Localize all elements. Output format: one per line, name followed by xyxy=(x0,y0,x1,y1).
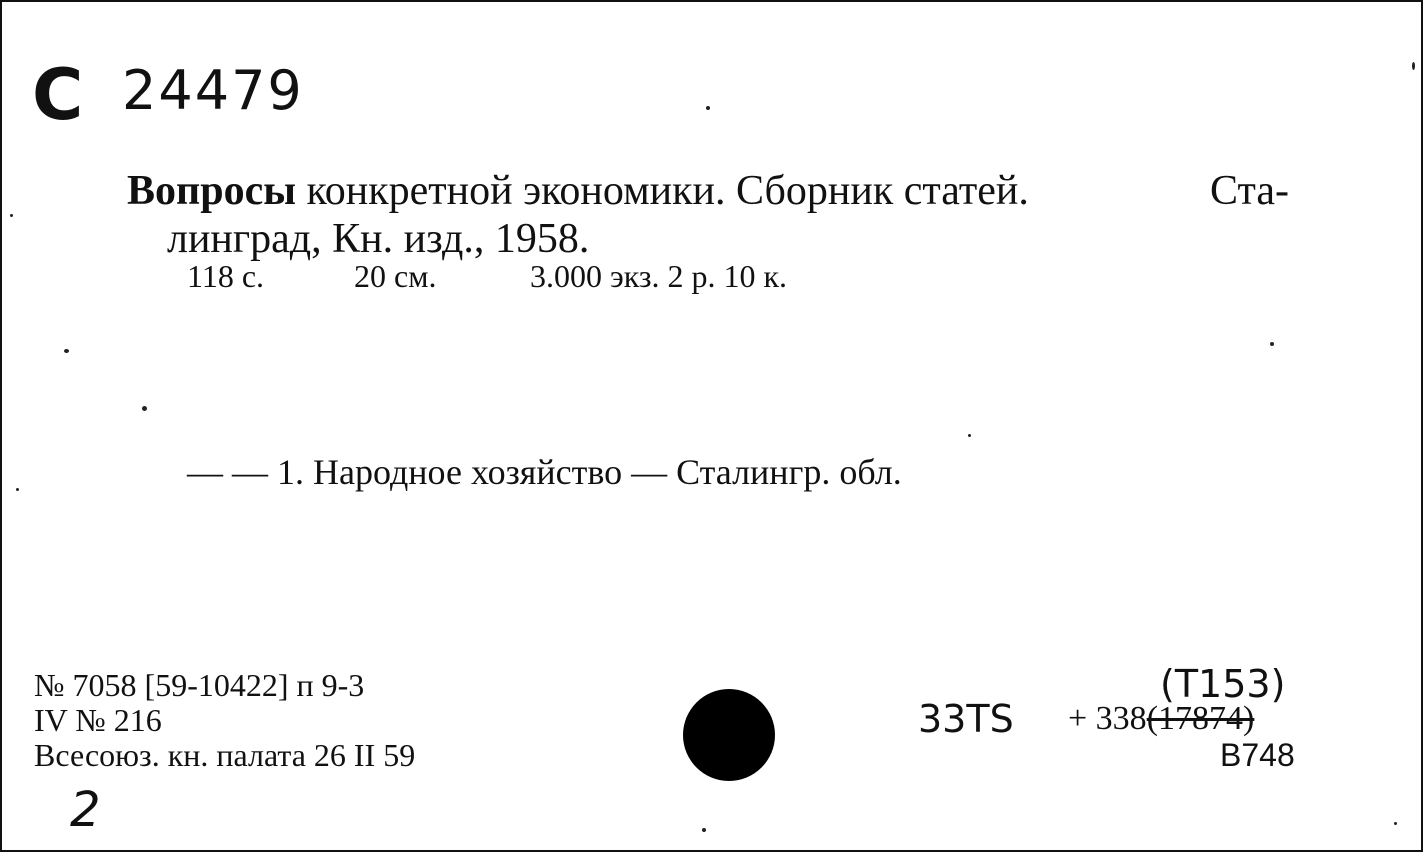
speck xyxy=(706,106,710,110)
speck xyxy=(142,406,147,411)
registry-line-1: № 7058 [59-10422] п 9-3 xyxy=(34,667,365,703)
title-line xyxy=(127,170,1029,212)
title-bold: Вопросы xyxy=(127,168,297,214)
imprint: линград, Кн. изд., 1958. xyxy=(167,216,590,262)
speck xyxy=(968,434,971,437)
addition-number: + 338 xyxy=(1068,700,1147,737)
title-rest: конкретной экономики. Сборник статей. xyxy=(296,168,1029,214)
pages: 118 с. xyxy=(187,258,265,294)
speck xyxy=(1270,342,1274,346)
handwritten-code: 33TS xyxy=(918,697,1014,741)
registry-line-3: Всесоюз. кн. палата 26 II 59 xyxy=(34,737,416,773)
speck xyxy=(702,828,706,832)
subject-heading: — — 1. Народное хозяйство — Сталингр. обл. xyxy=(187,452,902,492)
speck xyxy=(1394,822,1397,825)
shelf-code: B748 xyxy=(1220,737,1295,773)
speck xyxy=(10,214,13,217)
place-start: Ста- xyxy=(1210,168,1289,214)
call-number-letter: C xyxy=(32,54,84,136)
call-number: 24479 xyxy=(122,59,304,122)
handwritten-bracket-code: (T153) xyxy=(1160,662,1286,706)
speck xyxy=(1412,62,1415,70)
handwritten-mark: 2 xyxy=(70,782,101,838)
speck xyxy=(64,349,69,353)
punch-hole xyxy=(683,689,775,781)
registry-line-2: IV № 216 xyxy=(34,702,162,738)
speck xyxy=(16,488,19,491)
size: 20 см. xyxy=(354,258,437,294)
copies-price: 3.000 экз. 2 р. 10 к. xyxy=(530,258,788,294)
handwritten-addition xyxy=(1068,702,1254,736)
struck-number: (17874) xyxy=(1146,700,1255,737)
